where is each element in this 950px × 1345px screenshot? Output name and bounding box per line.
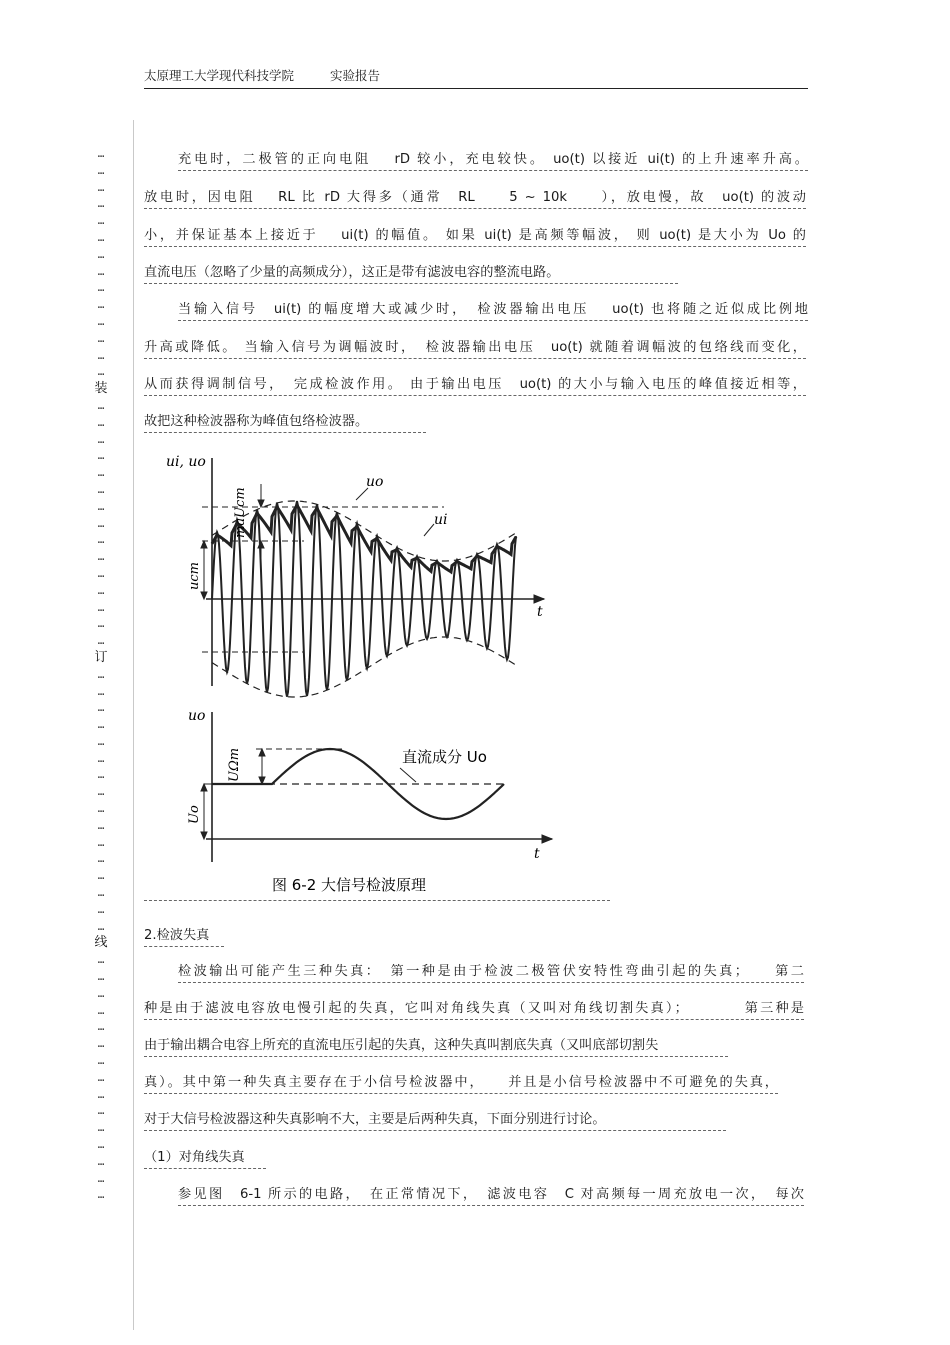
binding-dots: … [97, 415, 105, 429]
text-line: 小，并保证基本上接近于 ui(t) 的幅值。 如果 ui(t) 是高频等幅波， 则 uo(t) 是大小为 Uo 的 [144, 226, 806, 247]
figure-detection-principle [144, 444, 614, 904]
binding-line [133, 120, 134, 1330]
binding-dots: … [97, 1037, 105, 1051]
label-t-top: t [537, 604, 543, 620]
top-plot [201, 458, 544, 697]
figure-svg [144, 444, 614, 904]
binding-dots: … [97, 718, 105, 732]
binding-dots: … [97, 1003, 105, 1017]
binding-dots: … [97, 1054, 105, 1068]
binding-dots: … [97, 751, 105, 765]
binding-dots: … [97, 298, 105, 312]
binding-dots: … [97, 566, 105, 580]
binding-dots: … [97, 634, 105, 648]
binding-dots: … [97, 869, 105, 883]
binding-dots: … [97, 701, 105, 715]
binding-dots: … [97, 314, 105, 328]
binding-dots: … [97, 432, 105, 446]
binding-dots: … [97, 449, 105, 463]
figure-underline [144, 900, 610, 901]
binding-dots: … [97, 466, 105, 480]
label-ma-ucm: maUcm [233, 487, 248, 538]
binding-dots: … [97, 768, 105, 782]
text-line: 对于大信号检波器这种失真影响不大，主要是后两种失真，下面分别进行讨论。 [144, 1110, 726, 1131]
binding-dots: … [97, 1138, 105, 1152]
text-line: 充电时，二极管的正向电阻 rD 较小，充电较快。 uo(t) 以接近 ui(t) 的上升速率升高。 [178, 150, 808, 171]
binding-dots: … [97, 516, 105, 530]
figure-caption: 图 6-2 大信号检波原理 [272, 876, 427, 894]
binding-dots: … [97, 331, 105, 345]
label-dc-component: 直流成分 Uo [402, 748, 487, 766]
header-school: 太原理工大学现代科技学院 [144, 68, 295, 83]
binding-dots: … [97, 802, 105, 816]
label-uo-dc: Uo [187, 805, 202, 824]
header-report: 实验报告 [330, 68, 381, 83]
binding-dots: … [97, 785, 105, 799]
binding-dots: … [97, 986, 105, 1000]
binding-dots: … [97, 852, 105, 866]
binding-dots: … [97, 550, 105, 564]
binding-dots: … [97, 886, 105, 900]
binding-dots: … [97, 482, 105, 496]
binding-dots: … [97, 902, 105, 916]
binding-mark: 线 [94, 935, 108, 951]
binding-dots: … [97, 365, 105, 379]
binding-dots: … [97, 281, 105, 295]
binding-dots: … [97, 197, 105, 211]
label-uo-axis: uo [188, 708, 206, 724]
label-ui-uo: ui, uo [166, 454, 206, 470]
page-header [144, 66, 808, 89]
binding-dots: … [97, 734, 105, 748]
binding-dots: … [97, 667, 105, 681]
text-line: 当输入信号 ui(t) 的幅度增大或减少时， 检波器输出电压 uo(t) 也将随之近似成比例地 [178, 300, 808, 321]
label-ui-curve: ui [434, 512, 448, 528]
binding-dots: … [97, 398, 105, 412]
binding-dots: … [97, 1154, 105, 1168]
binding-mark: 装 [94, 381, 108, 397]
binding-dots: … [97, 953, 105, 967]
binding-dots: … [97, 919, 105, 933]
binding-margin [88, 146, 114, 1204]
binding-dots: … [97, 1188, 105, 1202]
binding-dots: … [97, 1104, 105, 1118]
section-heading: 2.检波失真 [144, 926, 224, 947]
binding-dots: … [97, 533, 105, 547]
binding-dots: … [97, 1020, 105, 1034]
binding-dots: … [97, 835, 105, 849]
label-uom: UΩm [227, 747, 242, 782]
binding-dots: … [97, 617, 105, 631]
binding-dots: … [97, 264, 105, 278]
text-line: 从而获得调制信号， 完成检波作用。 由于输出电压 uo(t) 的大小与输入电压的峰值接近相等， [144, 375, 806, 396]
binding-dots: … [97, 214, 105, 228]
text-line: 直流电压（忽略了少量的高频成分），这正是带有滤波电容的整流电路。 [144, 263, 678, 284]
bottom-plot [201, 712, 552, 862]
text-line: 放电时，因电阻 RL 比 rD 大得多（通常 RL 5 ~ 10k ），放电慢，故 uo(t) 的波动 [144, 188, 806, 209]
binding-dots: … [97, 180, 105, 194]
label-ucm: ucm [187, 562, 202, 590]
binding-dots: … [97, 1121, 105, 1135]
binding-dots: … [97, 1171, 105, 1185]
binding-dots: … [97, 147, 105, 160]
label-t-bottom: t [534, 846, 540, 862]
label-uo-curve: uo [366, 474, 384, 490]
binding-dots: … [97, 1070, 105, 1084]
text-line: 检波输出可能产生三种失真： 第一种是由于检波二极管伏安特性弯曲引起的失真； 第二 [178, 962, 804, 983]
binding-dots: … [97, 499, 105, 513]
text-line: 真）。其中第一种失真主要存在于小信号检波器中， 并且是小信号检波器中不可避免的失真， [144, 1073, 778, 1094]
binding-dots: … [97, 230, 105, 244]
binding-mark: 订 [94, 649, 108, 665]
binding-dots: … [97, 348, 105, 362]
binding-dots: … [97, 583, 105, 597]
text-line: 种是由于滤波电容放电慢引起的失真，它叫对角线失真（又叫对角线切割失真）； 第三种是 [144, 999, 804, 1020]
text-line: 故把这种检波器称为峰值包络检波器。 [144, 412, 426, 433]
text-line: 由于输出耦合电容上所充的直流电压引起的失真，这种失真叫割底失真（又叫底部切割失 [144, 1036, 728, 1057]
text-line: 参见图 6-1 所示的电路， 在正常情况下， 滤波电容 C 对高频每一周充放电一次， 每次 [178, 1185, 804, 1206]
binding-dots: … [97, 247, 105, 261]
binding-dots: … [97, 1087, 105, 1101]
binding-dots: … [97, 600, 105, 614]
binding-dots: … [97, 163, 105, 177]
subsection-heading: （1）对角线失真 [144, 1148, 266, 1169]
binding-dots: … [97, 970, 105, 984]
text-line: 升高或降低。 当输入信号为调幅波时， 检波器输出电压 uo(t) 就随着调幅波的包络线而变化， [144, 338, 806, 359]
binding-dots: … [97, 684, 105, 698]
binding-dots: … [97, 818, 105, 832]
